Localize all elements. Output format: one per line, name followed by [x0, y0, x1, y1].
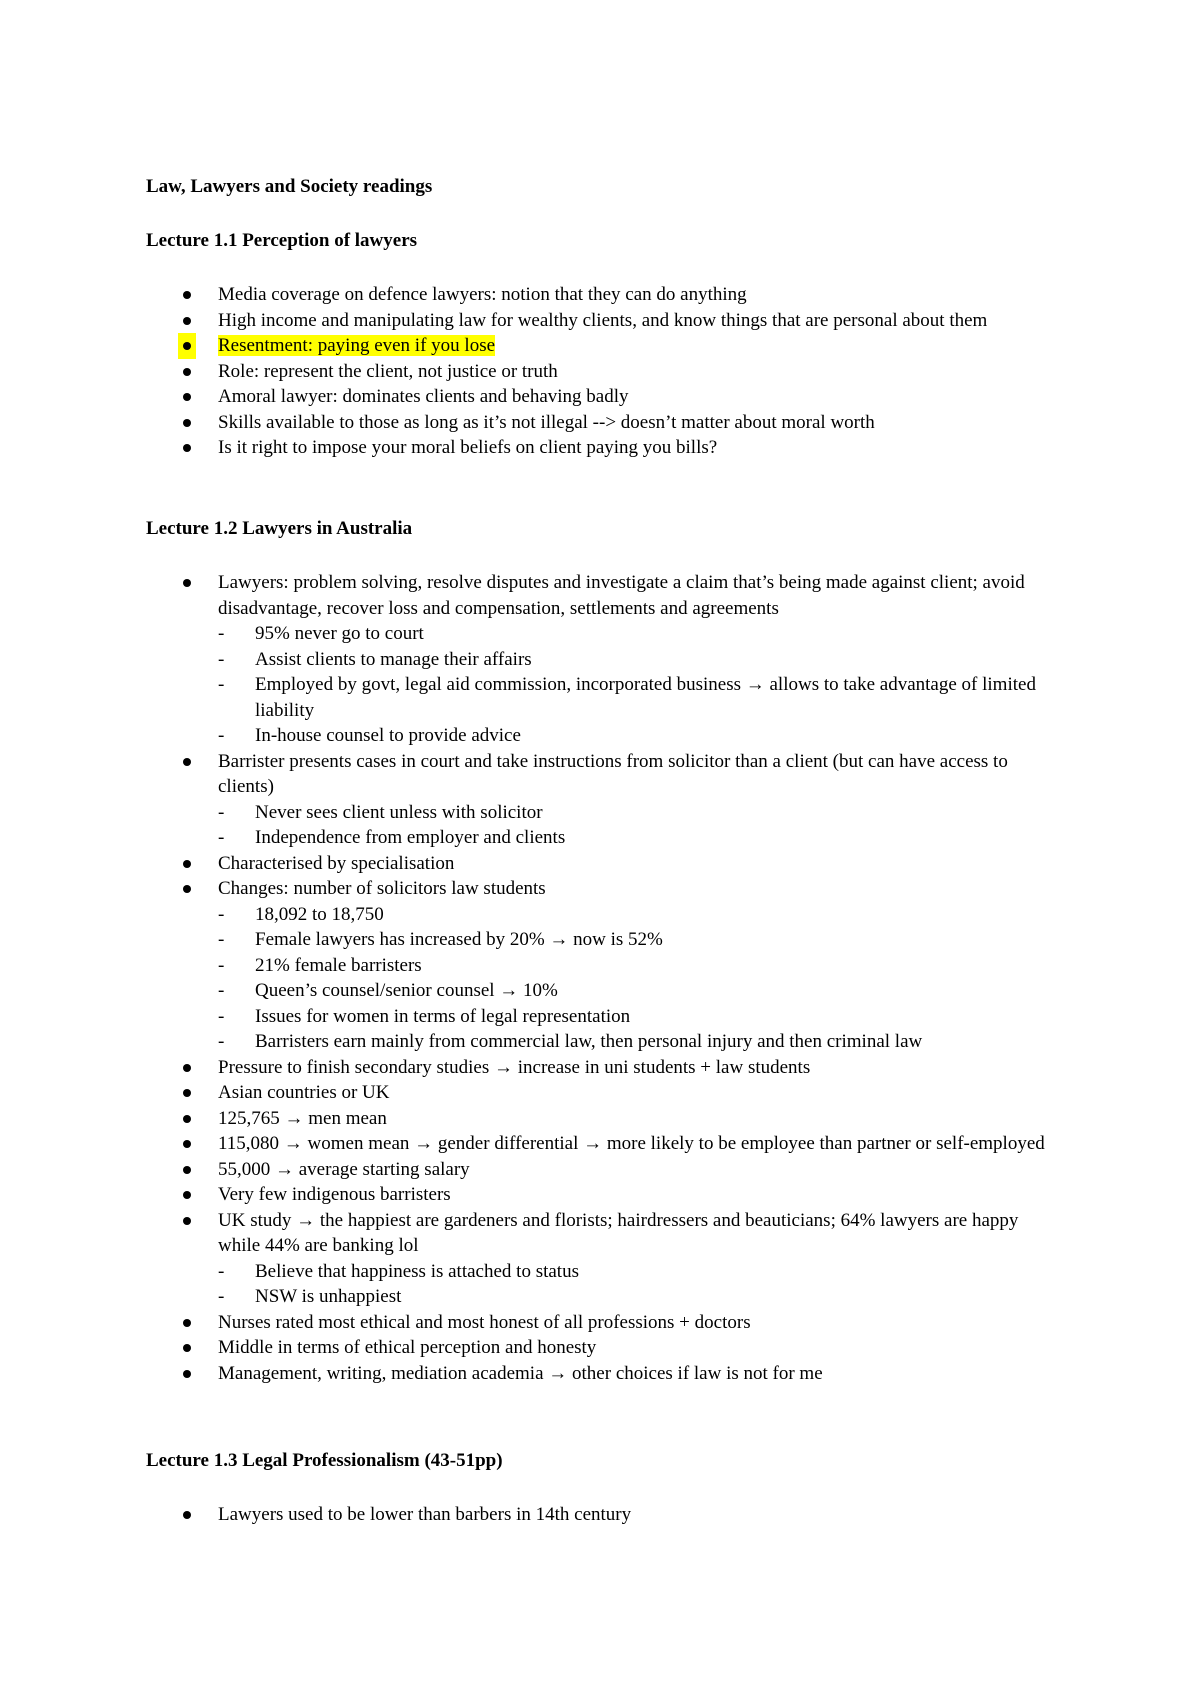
list-item — [0, 435, 1200, 461]
list-item-text: Nurses rated most ethical and most honest of all professions + doctors — [218, 1311, 751, 1333]
list-item-text: Lawyers: problem solving, resolve disputes and investigate a claim that’s being made against client; avoid disadvantage, recover loss and compensation, settlements and agreements — [218, 572, 1025, 619]
bullet-icon — [183, 1319, 191, 1327]
bullet-icon — [183, 368, 191, 376]
bullet-icon — [183, 579, 191, 587]
list-item-text: UK study → the happiest are gardeners and florists; hairdressers and beauticians; 64% lawyers are happy while 44% are banking lol — [218, 1209, 1019, 1256]
list-item-text: Amoral lawyer: dominates clients and behaving badly — [218, 386, 629, 407]
sub-list-item — [0, 953, 1200, 979]
list-item — [0, 1080, 1200, 1106]
sub-list-item-text: In-house counsel to provide advice — [255, 725, 521, 746]
list-item — [0, 1157, 1200, 1183]
sub-list-item-text: Independence from employer and clients — [255, 827, 566, 848]
sub-list-item — [0, 800, 1200, 826]
bullet-icon — [183, 419, 191, 427]
dash-icon: - — [218, 725, 225, 746]
sub-list-item — [0, 825, 1200, 851]
sub-list-item-text: Assist clients to manage their affairs — [255, 648, 532, 670]
document-title: Law, Lawyers and Society readings — [146, 176, 433, 197]
bullet-icon — [183, 1089, 191, 1097]
sub-list-item-text: Employed by govt, legal aid commission, incorporated business → allows to take advantage of limited liability — [255, 674, 1036, 721]
sub-list-item-text: Female lawyers has increased by 20% → now is 52% — [255, 929, 663, 950]
dash-icon: - — [218, 903, 225, 925]
list-item-text: Lawyers used to be lower than barbers in 14th century — [218, 1504, 632, 1525]
list-item — [0, 1131, 1200, 1157]
list-item-text: Changes: number of solicitors law students — [218, 878, 546, 899]
bullet-icon — [183, 1217, 191, 1225]
list-item-text: Role: represent the client, not justice or truth — [218, 360, 558, 382]
sub-list-item — [0, 672, 1200, 723]
dash-icon: - — [218, 623, 225, 644]
bullet-icon — [183, 1191, 191, 1199]
list-item-text: Characterised by specialisation — [218, 852, 455, 874]
sub-list-item — [0, 723, 1200, 749]
bullet-icon — [183, 1511, 191, 1519]
list-item-text: Is it right to impose your moral beliefs on client paying you bills? — [218, 437, 718, 458]
dash-icon: - — [218, 954, 225, 976]
bullet-icon — [183, 1344, 191, 1352]
list-item — [0, 1502, 1200, 1528]
bullet-icon — [183, 342, 191, 350]
list-item-text: Resentment: paying even if you lose — [218, 335, 496, 356]
list-item-text: 125,765 → men mean — [218, 1107, 387, 1129]
bullet-list — [0, 1502, 1200, 1528]
sub-list-item-text: 21% female barristers — [255, 954, 422, 976]
dash-icon: - — [218, 801, 225, 823]
dash-icon: - — [218, 980, 225, 1001]
list-item-text: High income and manipulating law for wealthy clients, and know things that are personal about them — [218, 309, 988, 331]
list-item — [0, 282, 1200, 308]
list-item — [0, 851, 1200, 877]
bullet-icon — [183, 758, 191, 766]
bullet-icon — [183, 860, 191, 868]
bullet-icon — [183, 1166, 191, 1174]
sub-list-item — [0, 1259, 1200, 1285]
list-item — [0, 384, 1200, 410]
bullet-icon — [183, 291, 191, 299]
list-item — [0, 876, 1200, 902]
list-item-text: Skills available to those as long as it’s not illegal --> doesn’t matter about moral worth — [218, 411, 875, 433]
sub-list-item — [0, 621, 1200, 647]
list-item-text: Media coverage on defence lawyers: notion that they can do anything — [218, 284, 747, 305]
bullet-icon — [183, 444, 191, 452]
sub-list-item — [0, 902, 1200, 928]
section-heading: Lecture 1.3 Legal Professionalism (43-51pp) — [146, 1450, 503, 1471]
list-item-text: 55,000 → average starting salary — [218, 1158, 470, 1180]
sub-list-item — [0, 1029, 1200, 1055]
dash-icon: - — [218, 929, 225, 950]
bullet-icon — [183, 1140, 191, 1148]
sub-list-item — [0, 647, 1200, 673]
list-item — [0, 1361, 1200, 1387]
bullet-icon — [183, 1064, 191, 1072]
list-item — [0, 308, 1200, 334]
list-item — [0, 1208, 1200, 1259]
section-heading: Lecture 1.1 Perception of lawyers — [146, 230, 418, 251]
sub-list-item — [0, 1284, 1200, 1310]
list-item-text: Very few indigenous barristers — [218, 1184, 451, 1205]
list-item — [0, 749, 1200, 800]
sub-list-item — [0, 978, 1200, 1004]
bullet-icon — [183, 317, 191, 325]
dash-icon: - — [218, 1031, 225, 1052]
list-item — [0, 1055, 1200, 1081]
list-item — [0, 1182, 1200, 1208]
list-item — [0, 1335, 1200, 1361]
sub-list-item-text: 18,092 to 18,750 — [255, 903, 384, 925]
sub-list-item-text: Queen’s counsel/senior counsel → 10% — [255, 980, 558, 1001]
bullet-list — [0, 570, 1200, 1386]
bullet-icon — [183, 1370, 191, 1378]
list-item-text: Management, writing, mediation academia → other choices if law is not for me — [218, 1362, 823, 1384]
sub-list-item-text: Barristers earn mainly from commercial law, then personal injury and then criminal law — [255, 1031, 923, 1052]
list-item-text: Middle in terms of ethical perception and honesty — [218, 1337, 597, 1358]
dash-icon: - — [218, 674, 225, 695]
sub-list-item-text: 95% never go to court — [255, 623, 424, 644]
sub-list-item-text: Never sees client unless with solicitor — [255, 801, 543, 823]
sub-list-item — [0, 1004, 1200, 1030]
sub-list-item-text: Issues for women in terms of legal representation — [255, 1005, 631, 1027]
list-item — [0, 570, 1200, 621]
bullet-icon — [183, 393, 191, 401]
bullet-icon — [183, 1115, 191, 1123]
list-item-text: Pressure to finish secondary studies → increase in uni students + law students — [218, 1056, 811, 1078]
list-item — [0, 410, 1200, 436]
dash-icon: - — [218, 1286, 225, 1307]
list-item-text: Barrister presents cases in court and take instructions from solicitor than a client (but can have access to clients) — [218, 750, 1008, 797]
list-item — [0, 359, 1200, 385]
bullet-icon — [183, 885, 191, 893]
sub-list-item — [0, 927, 1200, 953]
list-item — [0, 1106, 1200, 1132]
list-item — [0, 1310, 1200, 1336]
bullet-list — [0, 282, 1200, 461]
dash-icon: - — [218, 648, 225, 670]
list-item-text: 115,080 → women mean → gender differential → more likely to be employee than partner or self-employed — [218, 1133, 1045, 1154]
list-item-text: Asian countries or UK — [218, 1082, 390, 1103]
section-heading: Lecture 1.2 Lawyers in Australia — [146, 518, 413, 539]
dash-icon: - — [218, 827, 225, 848]
list-item — [0, 333, 1200, 359]
dash-icon: - — [218, 1260, 225, 1282]
sub-list-item-text: NSW is unhappiest — [255, 1286, 402, 1307]
sub-list-item-text: Believe that happiness is attached to status — [255, 1260, 579, 1282]
dash-icon: - — [218, 1005, 225, 1027]
